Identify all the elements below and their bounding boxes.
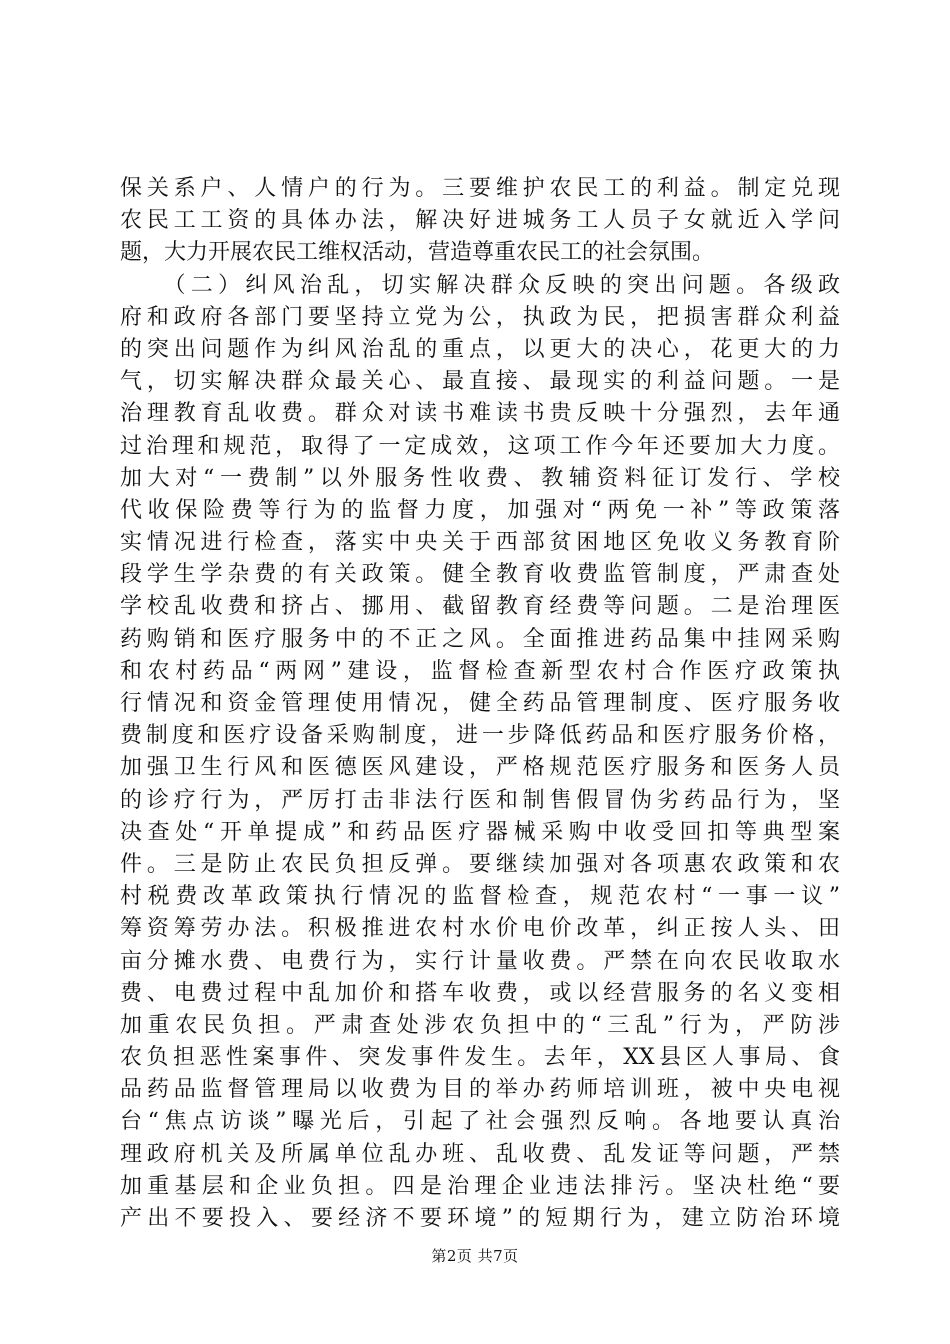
text-line: 筹资筹劳办法。积极推进农村水价电价改革，纠正按人头、田 [120,916,840,942]
text-line: 保关系户、人情户的行为。三要维护农民工的利益。制定兑现 [120,176,840,201]
text-line: 加重农民负担。严肃查处涉农负担中的“三乱”行为，严防涉 [120,1012,840,1038]
text-line: 加重基层和企业负担。四是治理企业违法排污。坚决杜绝“要 [120,1173,840,1199]
text-line: 题，大力开展农民工维权活动，营造尊重农民工的社会氛围。 [120,240,715,266]
text-line: 治理教育乱收费。群众对读书难读书贵反映十分强烈，去年通 [120,401,840,427]
text-line: 费制度和医疗设备采购制度，进一步降低药品和医疗服务价格， [120,723,840,749]
text-line: 过治理和规范，取得了一定成效，这项工作今年还要加大力度。 [120,433,840,459]
text-line: 亩分摊水费、电费行为，实行计量收费。严禁在向农民收取水 [120,948,840,974]
text-line: 实情况进行检查，落实中央关于西部贫困地区免收义务教育阶 [120,530,840,556]
text-line: 行情况和资金管理使用情况，健全药品管理制度、医疗服务收 [120,691,840,716]
text-line: 件。三是防止农民负担反弹。要继续加强对各项惠农政策和农 [120,851,840,877]
text-line: 气，切实解决群众最关心、最直接、最现实的利益问题。一是 [120,369,840,395]
text-line: 和农村药品“两网”建设，监督检查新型农村合作医疗政策执 [120,658,840,684]
text-line: 农民工工资的具体办法，解决好进城务工人员子女就近入学问 [120,208,840,234]
text-line: 段学生学杂费的有关政策。健全教育收费监管制度，严肃查处 [120,562,840,588]
text-line: 加强卫生行风和医德医风建设，严格规范医疗服务和医务人员 [120,755,840,781]
text-line: 村税费改革政策执行情况的监督检查，规范农村“一事一议” [120,884,840,910]
text-line: 农负担恶性案事件、突发事件发生。去年，XX县区人事局、食 [120,1045,840,1071]
text-line: 的诊疗行为，严厉打击非法行医和制售假冒伪劣药品行为，坚 [120,787,840,813]
body-text [120,173,840,1235]
text-line: 费、电费过程中乱加价和搭车收费，或以经营服务的名义变相 [120,980,840,1006]
text-line: 台“焦点访谈”曝光后，引起了社会强烈反响。各地要认真治 [120,1109,840,1135]
text-line: 产出不要投入、要经济不要环境”的短期行为，建立防治环境 [120,1206,840,1231]
text-line: 学校乱收费和挤占、挪用、截留教育经费等问题。二是治理医 [120,594,840,620]
page-footer [0,1245,950,1266]
text-line: 的突出问题作为纠风治乱的重点，以更大的决心，花更大的力 [120,336,840,362]
text-line: （二）纠风治乱，切实解决群众反映的突出问题。各级政 [120,272,840,298]
text-line: 药购销和医疗服务中的不正之风。全面推进药品集中挂网采购 [120,626,840,652]
text-line: 代收保险费等行为的监督力度，加强对“两免一补”等政策落 [120,497,840,523]
page-number-label: 第2页 共7页 [431,1247,519,1265]
text-line: 加大对“一费制”以外服务性收费、教辅资料征订发行、学校 [120,465,840,491]
text-line: 决查处“开单提成”和药品医疗器械采购中收受回扣等典型案 [120,819,840,845]
text-line: 理政府机关及所属单位乱办班、乱收费、乱发证等问题，严禁 [120,1141,840,1167]
text-line: 府和政府各部门要坚持立党为公，执政为民，把损害群众利益 [120,304,840,330]
text-line: 品药品监督管理局以收费为目的举办药师培训班，被中央电视 [120,1077,840,1103]
